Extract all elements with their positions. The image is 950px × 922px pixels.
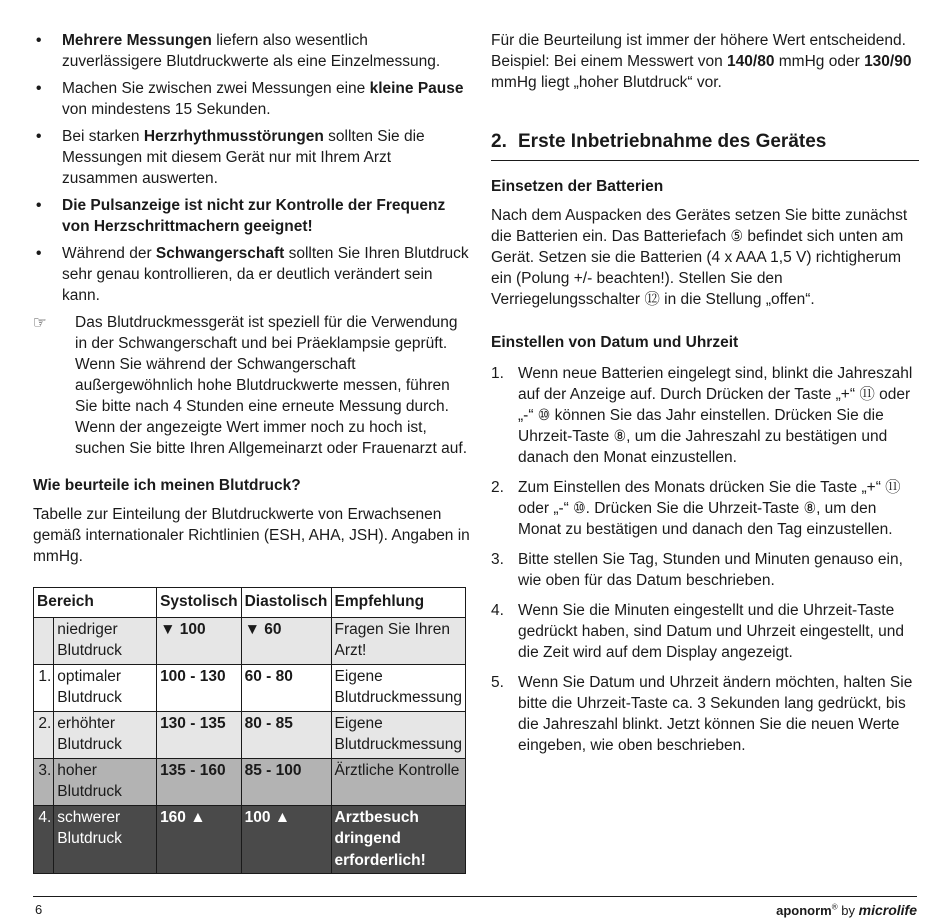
batteries-heading: Einsetzen der Batterien <box>491 178 664 195</box>
row-systolic: ▼ 100 <box>157 617 242 664</box>
row-range: erhöhter Blutdruck <box>54 711 157 758</box>
datetime-steps <box>491 363 919 756</box>
table-intro: Tabelle zur Einteilung der Blutdruckwerte von Erwachsenen gemäß internationaler Richtlinien (ESH, AHA, JSH). Angaben in mmHg. <box>33 506 470 565</box>
section-title: 2. Erste Inbetriebnahme des Gerätes <box>491 130 919 161</box>
col-header-recommendation: Empfehlung <box>331 588 466 618</box>
row-diastolic: 60 - 80 <box>241 664 331 711</box>
table-row <box>34 664 466 711</box>
pregnancy-note: ☞ Das Blutdruckmessgerät ist speziell für die Verwendung in der Schwangerschaft und bei Präeklampsie geprüft. Wenn Sie während der Schwangerschaft außergewöhnlich hohe Blutdruckwerte messen, führen Sie bitte nach 4 Stunden eine erneute Messung durch. Wenn der angezeigte Wert immer noch zu hoch ist, suchen Sie bitte Ihren Allgemeinarzt oder Frauenarzt auf. <box>33 313 468 457</box>
tips-list <box>33 30 471 459</box>
list-item: • Die Pulsanzeige ist nicht zur Kontrolle der Frequenz von Herzschrittmachern geeignet! <box>36 197 446 235</box>
table-row <box>34 711 466 758</box>
table-row <box>34 758 466 805</box>
row-range: optimaler Blutdruck <box>54 664 157 711</box>
list-item: 4. Wenn Sie die Minuten eingestellt und die Uhrzeit-Taste gedrückt haben, sind Datum und Uhrzeit eingestellt, und die Zeit wird auf dem Display angezeigt. <box>491 602 905 661</box>
list-item: 5. Wenn Sie Datum und Uhrzeit ändern möchten, halten Sie bitte die Uhrzeit-Taste ca. 3 Sekunden lang gedrückt, bis die Jahreszahl blinkt. Jetzt können Sie die neuen Werte eingeben, wie oben beschrieben. <box>491 674 913 754</box>
row-recommendation: Ärztliche Kontrolle <box>331 758 466 805</box>
row-number <box>34 617 54 664</box>
table-header-row <box>34 588 466 618</box>
row-systolic: 160 ▲ <box>157 805 242 874</box>
list-item: • Mehrere Messungen liefern also wesentlich zuverlässigere Blutdruckwerte als eine Einzelmessung. <box>36 32 441 70</box>
col-header-systolic: Systolisch <box>157 588 242 618</box>
row-recommendation: Eigene Blutdruckmessung <box>331 711 466 758</box>
list-item: • Während der Schwangerschaft sollten Sie Ihren Blutdruck sehr genau kontrollieren, da er deutlich verändert sein kann. <box>36 245 469 304</box>
page-number: 6 <box>35 902 43 917</box>
list-item: 2. Zum Einstellen des Monats drücken Sie die Taste „+“ ⑪ oder „-“ ⑩. Drücken Sie die Uhrzeit-Taste ⑧, um den Monat zu bestätigen und danach den Tag einzustellen. <box>491 479 901 538</box>
bullet-icon: • <box>36 80 42 97</box>
batteries-text: Nach dem Auspacken des Gerätes setzen Sie bitte zunächst die Batterien ein. Das Batteriefach ⑤ befindet sich unten am Gerät. Setzen sie die Batterien (4 x AAA 1,5 V) richtigherum ein (Polung +/- beachten!). Stellen Sie den Verriegelungsschalter ⑫ in die Stellung „offen“. <box>491 207 908 308</box>
row-number: 2. <box>34 711 54 758</box>
row-range: schwerer Blutdruck <box>54 805 157 874</box>
blood-pressure-table <box>33 587 466 874</box>
list-item: • Bei starken Herzrhythmusstörungen sollten Sie die Messungen mit diesem Gerät nur mit Ihrem Arzt zusammen auswerten. <box>36 128 425 187</box>
row-diastolic: 100 ▲ <box>241 805 331 874</box>
section-number: 2. <box>491 131 507 152</box>
bullet-icon: • <box>36 197 42 214</box>
row-systolic: 100 - 130 <box>157 664 242 711</box>
list-item: 3. Bitte stellen Sie Tag, Stunden und Minuten genauso ein, wie oben für das Datum beschrieben. <box>491 551 903 589</box>
row-number: 4. <box>34 805 54 874</box>
row-systolic: 130 - 135 <box>157 711 242 758</box>
row-diastolic: 85 - 100 <box>241 758 331 805</box>
table-row <box>34 805 466 874</box>
bullet-icon: • <box>36 245 42 262</box>
pointing-hand-icon: ☞ <box>33 313 47 332</box>
col-header-diastolic: Diastolisch <box>241 588 331 618</box>
left-column <box>33 30 471 874</box>
list-item: • Machen Sie zwischen zwei Messungen eine kleine Pause von mindestens 15 Sekunden. <box>36 80 464 118</box>
right-column <box>491 30 919 765</box>
datetime-heading: Einstellen von Datum und Uhrzeit <box>491 334 739 351</box>
brand-logo: aponorm® by microlife <box>776 902 917 918</box>
row-number: 3. <box>34 758 54 805</box>
evaluation-note: Für die Beurteilung ist immer der höhere Wert entscheidend. Beispiel: Bei einem Messwert von 140/80 mmHg oder 130/90 mmHg liegt „hoher Blutdruck“ vor. <box>491 32 912 91</box>
row-diastolic: 80 - 85 <box>241 711 331 758</box>
row-recommendation: Arztbesuch dringend erforderlich! <box>331 805 466 874</box>
bullet-icon: • <box>36 128 42 145</box>
section-heading: Wie beurteile ich meinen Blutdruck? <box>33 477 301 494</box>
bullet-icon: • <box>36 32 42 49</box>
row-range: niedriger Blutdruck <box>54 617 157 664</box>
row-range: hoher Blutdruck <box>54 758 157 805</box>
footer-divider <box>33 896 917 897</box>
row-diastolic: ▼ 60 <box>241 617 331 664</box>
row-recommendation: Fragen Sie Ihren Arzt! <box>331 617 466 664</box>
col-header-range: Bereich <box>34 588 157 618</box>
list-item: 1. Wenn neue Batterien eingelegt sind, blinkt die Jahreszahl auf der Anzeige auf. Durch Drücken der Taste „+“ ⑪ oder „-“ ⑩ können Sie das Jahr einstellen. Drücken Sie die Uhrzeit-Taste ⑧, um die Jahreszahl zu bestätigen und danach den Monat einzustellen. <box>491 365 913 466</box>
row-recommendation: Eigene Blutdruckmessung <box>331 664 466 711</box>
row-number: 1. <box>34 664 54 711</box>
table-row <box>34 617 466 664</box>
row-systolic: 135 - 160 <box>157 758 242 805</box>
